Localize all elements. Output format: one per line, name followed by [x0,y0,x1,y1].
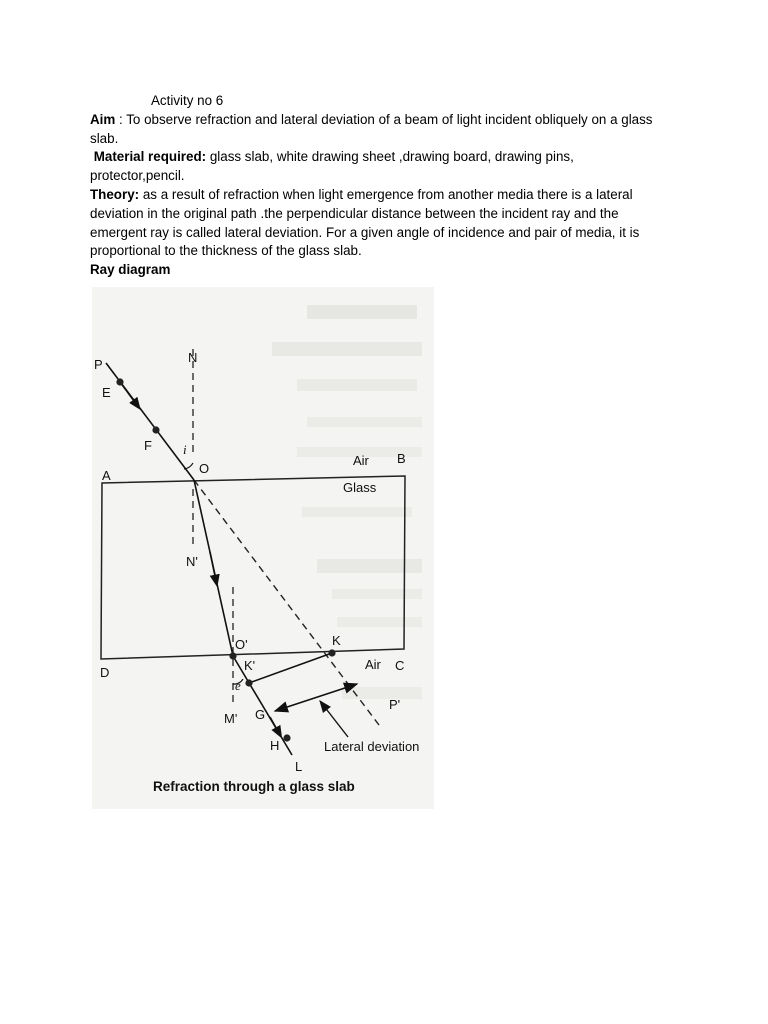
aim-label: Aim [90,111,116,127]
label-k: K [332,633,341,648]
point-k [328,649,335,656]
activity-title: Activity no 6 [151,93,224,108]
theory-text-line1: as a result of refraction when light emergence from another media there is a lateral [139,186,633,202]
label-h: H [270,738,280,753]
emergent-ray-arrow [270,717,279,733]
label-g: G [255,707,266,722]
theory-text-line2: deviation in the original path .the perpendicular distance between the incident ray and the [90,205,619,221]
label-a: A [102,468,111,483]
ray-diagram-figure [92,287,434,809]
pin-g [245,679,252,686]
ray-diagram-heading: Ray diagram [90,262,171,278]
aim-text-line1: : To observe refraction and lateral deviation of a beam of light incident obliquely on a glass [115,111,653,127]
figure-caption: Refraction through a glass slab [153,779,355,794]
label-k-prime: K' [244,658,256,673]
lateral-deviation-pointer [320,701,348,737]
material-text-line1: glass slab, white drawing sheet ,drawing board, drawing pins, [206,149,574,165]
label-d: D [100,665,110,680]
material-paragraph [90,148,690,167]
pin-f [152,426,159,433]
label-angle-i: i [183,442,187,457]
theory-label: Theory: [90,186,140,202]
label-o: O [199,461,210,476]
label-air-top: Air [353,453,369,468]
aim-text-line2: slab. [90,130,119,146]
label-lateral-deviation: Lateral deviation [324,739,420,754]
label-air-bottom: Air [365,657,381,672]
label-o-prime: O' [235,637,248,652]
label-b: B [397,451,406,466]
activity-document [90,92,690,280]
label-l: L [295,759,303,774]
label-m-prime: M' [224,711,238,726]
label-f: F [144,438,152,453]
theory-paragraph [90,186,690,205]
label-angle-e: e [235,678,241,693]
point-o-prime [229,652,236,659]
label-n: N [188,350,198,365]
theory-text-line4: proportional to the thickness of the glass slab. [90,243,362,259]
label-p: P [94,357,103,372]
label-glass: Glass [343,480,377,495]
material-label: Material required: [93,149,207,165]
pin-h [283,734,290,741]
label-p-prime: P' [389,697,401,712]
ray-diagram-svg [92,287,434,809]
bleed-through-text [272,305,422,699]
label-c: C [395,658,405,673]
label-n-prime: N' [186,554,198,569]
theory-text-line3: emergent ray is called lateral deviation. For a given angle of incidence and pair of media, it is [90,224,640,240]
material-text-line2: protector,pencil. [90,168,185,184]
label-e: E [102,385,111,400]
aim-paragraph [90,111,690,130]
incident-ray-arrow [120,382,137,405]
perpendicular-k-prime-k [249,653,332,683]
refracted-ray-arrow [210,552,216,581]
pin-e [116,378,123,385]
